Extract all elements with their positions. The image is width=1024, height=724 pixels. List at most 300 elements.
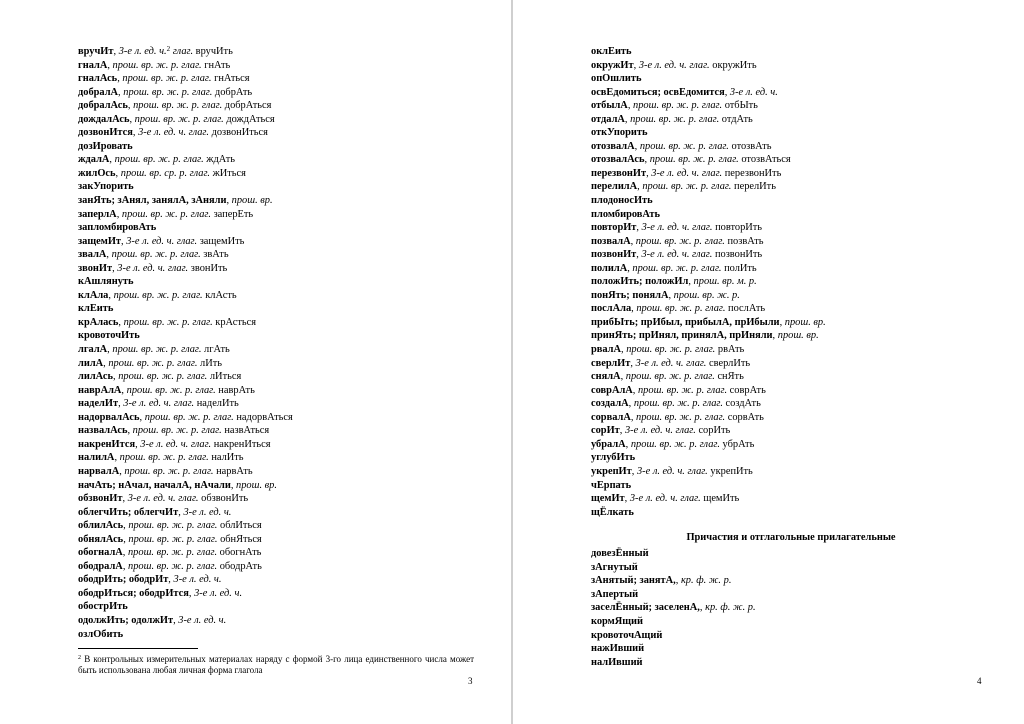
- entry-grammar-note: 3-е л. ед. ч. глаг.: [635, 357, 707, 369]
- entry-infinitive: убрАть: [722, 438, 755, 450]
- entry-grammar-note: прош. вр. ж. р. глаг.: [128, 560, 218, 572]
- entry-headword: понЯть; понялА: [591, 289, 669, 301]
- entry-grammar-note: 3-е л. ед. ч. глаг.: [641, 249, 713, 261]
- entry-headword: начАть; нАчал, началА, нАчали: [78, 479, 231, 491]
- entry-grammar-note: прош. вр. ж. р. глаг.: [121, 208, 211, 220]
- entry-line: гналАсь, прош. вр. ж. р. глаг. гнАться: [78, 73, 250, 85]
- entry-line: начАть; нАчал, началА, нАчали, прош. вр.: [78, 479, 277, 491]
- entry-line: [591, 656, 991, 670]
- entry-infinitive: щемИть: [703, 493, 740, 505]
- entry-headword: отдалА: [591, 113, 625, 125]
- entry-headword: сорИт: [591, 425, 620, 437]
- entry-line: понЯть; понялА, прош. вр. ж. р.: [591, 289, 740, 301]
- entry-grammar-note: прош. вр. ж. р. глаг.: [132, 425, 222, 437]
- entry-line: перелилА, прош. вр. ж. р. глаг. перелИть: [591, 181, 776, 193]
- entry-line: наделИт, 3-е л. ед. ч. глаг. наделИть: [78, 398, 239, 410]
- entry-grammar-note: 3-е л. ед. ч. глаг.: [117, 262, 189, 274]
- entry-line: добралАсь, прош. вр. ж. р. глаг. добрАться: [78, 100, 272, 112]
- entry-infinitive: облИться: [220, 520, 262, 532]
- entry-line: ободрИть; ободрИт, 3-е л. ед. ч.: [78, 574, 222, 586]
- section-heading: Причастия и отглагольные прилагательные: [686, 532, 896, 544]
- entry-line: жилОсь, прош. вр. ср. р. глаг. жИться: [78, 167, 246, 179]
- entry-headword: звалА: [78, 249, 107, 261]
- entry-line: [78, 221, 478, 235]
- entry-headword: облегчИть; облегчИт: [78, 506, 179, 518]
- entry-line: [591, 642, 991, 656]
- entry-infinitive: обнЯться: [220, 533, 262, 545]
- entry-headword: лилА: [78, 357, 104, 369]
- entry-infinitive: отдАть: [721, 113, 753, 125]
- entry-line: позвалА, прош. вр. ж. р. глаг. позвАть: [591, 235, 764, 247]
- entry-line: повторИт, 3-е л. ед. ч. глаг. повторИть: [591, 222, 763, 234]
- entry-headword: убралА: [591, 438, 626, 450]
- entry-infinitive: вручИть: [195, 46, 233, 57]
- entry-infinitive: отозвАть: [731, 140, 772, 152]
- footnote: [78, 654, 474, 676]
- entry-grammar-note: прош. вр. ж. р. глаг.: [134, 113, 224, 125]
- entry-infinitive: гнАться: [214, 73, 250, 85]
- entry-headword: закУпорить: [78, 181, 134, 193]
- entry-infinitive: налИть: [211, 452, 244, 464]
- entry-grammar-note: прош. вр. ж. р. глаг.: [630, 113, 720, 125]
- entry-line: позвонИт, 3-е л. ед. ч. глаг. позвонИть: [591, 249, 763, 261]
- entry-headword: перезвонИт: [591, 167, 647, 179]
- entry-infinitive: сорИть: [698, 425, 731, 437]
- entry-line: соврАлА, прош. вр. ж. р. глаг. соврАть: [591, 384, 766, 396]
- entry-grammar-note: 3-е л. ед. ч. глаг.: [636, 465, 708, 477]
- entry-grammar-note: прош. вр. м. р.: [693, 276, 757, 288]
- entry-infinitive: укрепИть: [710, 465, 753, 477]
- entry-line: дозвонИтся, 3-е л. ед. ч. глаг. дозвонИться: [78, 127, 268, 139]
- entry-line: звонИт, 3-е л. ед. ч. глаг. звонИть: [78, 262, 228, 274]
- entry-headword: нажИвший: [591, 643, 645, 655]
- entry-headword: окружИт: [591, 59, 634, 71]
- entry-line: наврАлА, прош. вр. ж. р. глаг. наврАть: [78, 384, 255, 396]
- entry-line: отбылА, прош. вр. ж. р. глаг. отбЫть: [591, 100, 758, 112]
- entry-headword: одолжИть; одолжИт: [78, 614, 174, 626]
- entry-line: [591, 72, 991, 86]
- entry-infinitive: нарвАть: [216, 465, 253, 477]
- entry-headword: принЯть; прИнял, принялА, прИняли: [591, 330, 773, 342]
- entry-headword: опОшлить: [591, 73, 642, 85]
- entry-headword: кровоточИть: [78, 330, 140, 342]
- entry-infinitive: надорвАться: [236, 411, 293, 423]
- entry-headword: ободрИть; ободрИт: [78, 574, 169, 586]
- entry-headword: позвонИт: [591, 249, 637, 261]
- entry-grammar-note: прош. вр. ж. р. глаг.: [112, 344, 202, 356]
- entry-grammar-note: прош. вр. ж. р. глаг.: [626, 344, 716, 356]
- entry-grammar-note: прош. вр. ж. р. глаг.: [122, 73, 212, 85]
- entry-line: [591, 588, 991, 602]
- entry-headword: послАла: [591, 303, 632, 315]
- entry-infinitive: обогнАть: [219, 547, 262, 559]
- entry-headword: довезЁнный: [591, 548, 649, 560]
- entry-grammar-note: 3-е л. ед. ч.: [183, 506, 232, 518]
- entry-grammar-note: прош. вр. ж. р. глаг.: [642, 181, 732, 193]
- entry-grammar-note: 3-е л. ед. ч.: [118, 46, 167, 57]
- entry-line: укрепИт, 3-е л. ед. ч. глаг. укрепИть: [591, 465, 753, 477]
- entry-headword: заперлА: [78, 208, 117, 220]
- entry-headword: сверлИт: [591, 357, 631, 369]
- entry-line: ждалА, прош. вр. ж. р. глаг. ждАть: [78, 154, 236, 166]
- entry-headword: ждалА: [78, 154, 110, 166]
- entry-headword: накренИтся: [78, 438, 136, 450]
- entry-headword: укрепИт: [591, 465, 632, 477]
- footnote-rule: [78, 648, 198, 649]
- entry-grammar-note: прош. вр. ж. р. глаг.: [636, 303, 726, 315]
- entry-line: ободралА, прош. вр. ж. р. глаг. ободрАть: [78, 560, 262, 572]
- entry-headword: дождалАсь: [78, 113, 130, 125]
- entry-line: рвалА, прош. вр. ж. р. глаг. рвАть: [591, 344, 745, 356]
- entry-infinitive: добрАться: [224, 100, 272, 112]
- entry-line: сорИт, 3-е л. ед. ч. глаг. сорИть: [591, 425, 731, 437]
- entry-headword: зАпертый: [591, 588, 639, 600]
- entry-infinitive: гнАть: [204, 59, 231, 71]
- entry-headword: создалА: [591, 398, 629, 410]
- entry-infinitive: защемИть: [199, 235, 245, 247]
- entry-grammar-note: прош. вр. ж. р. глаг.: [126, 384, 216, 396]
- entry-headword: добралАсь: [78, 100, 128, 112]
- entry-line: [78, 628, 478, 642]
- entry-line: [78, 329, 478, 343]
- entry-headword: зАгнутый: [591, 561, 638, 573]
- entry-line: облилАсь, прош. вр. ж. р. глаг. облИться: [78, 520, 262, 532]
- entry-line: отозвалА, прош. вр. ж. р. глаг. отозвАть: [591, 140, 772, 152]
- entry-line: [591, 208, 991, 222]
- entry-headword: кАшлянуть: [78, 276, 134, 288]
- entry-line: лилА, прош. вр. ж. р. глаг. лИть: [78, 357, 222, 369]
- entry-headword: клАла: [78, 289, 109, 301]
- entry-line: клАла, прош. вр. ж. р. глаг. клАсть: [78, 289, 237, 301]
- entry-headword: прибЫть; прИбыл, прибылА, прИбыли: [591, 316, 780, 328]
- entry-line: сверлИт, 3-е л. ед. ч. глаг. сверлИть: [591, 357, 751, 369]
- entry-infinitive: звонИть: [190, 262, 228, 274]
- entry-headword: обнялАсь: [78, 533, 124, 545]
- entry-line: обнялАсь, прош. вр. ж. р. глаг. обнЯться: [78, 533, 262, 545]
- entry-line: [591, 194, 991, 208]
- footnote-text: В контрольных измерительных материалах наряду с формой 3-го лица единственного числа может быть использована любая личная форма глагола: [78, 654, 475, 675]
- entry-infinitive: окружИть: [712, 59, 757, 71]
- entry-line: [591, 506, 991, 520]
- entry-grammar-note: прош. вр. ж. р. глаг.: [112, 59, 202, 71]
- entry-line: [78, 302, 478, 316]
- entry-grammar-note: прош. вр. ж. р. глаг.: [108, 357, 198, 369]
- entry-infinitive: сверлИть: [709, 357, 751, 369]
- entry-grammar-note: 3-е л. ед. ч. глаг.: [638, 59, 710, 71]
- footnote-ref: 2: [166, 45, 171, 53]
- entry-line: вручИт, 3-е л. ед. ч.$^2$ глаг. вручИть: [78, 45, 233, 57]
- entry-headword: перелилА: [591, 181, 638, 193]
- entry-infinitive: накренИться: [213, 438, 271, 450]
- entry-headword: повторИт: [591, 222, 637, 234]
- entry-grammar-note: прош. вр. ж. р. глаг.: [128, 533, 218, 545]
- entry-grammar-note: кр. ф. ж. р.: [680, 575, 732, 587]
- entry-headword: вручИт: [78, 46, 114, 57]
- entry-infinitive: перелИть: [734, 181, 776, 193]
- entry-headword: положИть; положИл: [591, 276, 689, 288]
- entry-line: послАла, прош. вр. ж. р. глаг. послАть: [591, 303, 766, 315]
- entry-line: назвалАсь, прош. вр. ж. р. глаг. назвАться: [78, 425, 270, 437]
- entry-grammar-note: 3-е л. ед. ч. глаг.: [123, 398, 195, 410]
- right-word-list: [591, 45, 991, 519]
- entry-infinitive: добрАть: [214, 86, 253, 98]
- entry-line: [591, 547, 991, 561]
- entry-headword: защемИт: [78, 235, 122, 247]
- entry-headword: откУпорить: [591, 127, 648, 139]
- entry-headword: кровоточАщий: [591, 629, 663, 641]
- entry-line: лилАсь, прош. вр. ж. р. глаг. лИться: [78, 371, 242, 383]
- entry-headword: наделИт: [78, 398, 119, 410]
- entry-headword: отозвалА: [591, 140, 635, 152]
- entry-grammar-note: 3-е л. ед. ч.: [729, 86, 778, 98]
- entry-line: заселЁнный; заселенА,, кр. ф. ж. р.: [591, 602, 756, 614]
- participles-list: [591, 547, 991, 669]
- entry-headword: ободрИться; ободрИтся: [78, 587, 189, 599]
- entry-headword: лилАсь: [78, 371, 113, 383]
- entry-headword: запломбировАть: [78, 222, 157, 234]
- entry-grammar-note: прош. вр. ж. р. глаг.: [630, 438, 720, 450]
- entry-headword: углубИть: [591, 452, 636, 464]
- entry-line: дождалАсь, прош. вр. ж. р. глаг. дождАться: [78, 113, 275, 125]
- entry-infinitive: ждАть: [206, 154, 236, 166]
- entry-line: прибЫть; прИбыл, прибылА, прИбыли, прош. вр.: [591, 316, 826, 328]
- right-page: [513, 0, 1024, 724]
- entry-line: обогналА, прош. вр. ж. р. глаг. обогнАть: [78, 547, 262, 559]
- entry-grammar-note: 3-е л. ед. ч.: [178, 614, 227, 626]
- entry-line: [591, 561, 991, 575]
- entry-headword: оклЕить: [591, 46, 632, 57]
- entry-line: [78, 275, 478, 289]
- entry-infinitive: дозвонИться: [211, 127, 268, 139]
- entry-line: окружИт, 3-е л. ед. ч. глаг. окружИть: [591, 59, 757, 71]
- entry-infinitive: обзвонИть: [201, 493, 249, 505]
- entry-line: защемИт, 3-е л. ед. ч. глаг. защемИть: [78, 235, 245, 247]
- entry-infinitive: ободрАть: [219, 560, 262, 572]
- entry-infinitive: лИть: [200, 357, 222, 369]
- entry-line: одолжИть; одолжИт, 3-е л. ед. ч.: [78, 614, 227, 626]
- entry-headword: зАнятый; занятА,: [591, 575, 676, 587]
- entry-line: накренИтся, 3-е л. ед. ч. глаг. накренИться: [78, 438, 271, 450]
- entry-infinitive: рвАть: [717, 344, 745, 356]
- entry-grammar-note: прош. вр. ж. р.: [673, 289, 740, 301]
- entry-headword: дозвонИтся: [78, 127, 133, 139]
- entry-grammar-note: 3-е л. ед. ч. глаг.: [651, 167, 723, 179]
- entry-infinitive: наделИть: [196, 398, 239, 410]
- entry-headword: налИвший: [591, 656, 643, 668]
- entry-line: занЯть; зАнял, занялА, зАняли, прош. вр.: [78, 195, 273, 207]
- entry-headword: жилОсь: [78, 167, 116, 179]
- entry-grammar-note: прош. вр. ж. р. глаг.: [133, 100, 223, 112]
- entry-line: полилА, прош. вр. ж. р. глаг. полИть: [591, 262, 757, 274]
- entry-infinitive: назвАться: [224, 425, 270, 437]
- entry-line: [78, 140, 478, 154]
- entry-headword: плодоносИть: [591, 195, 653, 207]
- entry-grammar-note: кр. ф. ж. р.: [705, 602, 756, 614]
- entry-grammar-note: прош. вр. ж. р. глаг.: [111, 249, 201, 261]
- entry-grammar-note: 3-е л. ед. ч. глаг.: [641, 222, 713, 234]
- entry-headword: добралА: [78, 86, 119, 98]
- left-word-list: [78, 45, 478, 641]
- entry-headword: полилА: [591, 262, 628, 274]
- entry-grammar-note: прош. вр.: [236, 479, 277, 491]
- entry-grammar-note: 3-е л. ед. ч. глаг.: [127, 493, 199, 505]
- entry-infinitive: соврАть: [729, 384, 766, 396]
- entry-infinitive: клАсть: [205, 289, 237, 301]
- entry-grammar-note: 3-е л. ед. ч. глаг.: [140, 438, 212, 450]
- entry-headword: надорвалАсь: [78, 411, 140, 423]
- entry-infinitive: послАть: [728, 303, 766, 315]
- entry-line: [591, 629, 991, 643]
- entry-line: ободрИться; ободрИтся, 3-е л. ед. ч.: [78, 587, 243, 599]
- left-page: [0, 0, 511, 724]
- entry-infinitive: жИться: [212, 167, 246, 179]
- entry-headword: обзвонИт: [78, 493, 123, 505]
- entry-infinitive: создАть: [725, 398, 761, 410]
- entry-grammar-note: прош. вр. ж. р. глаг.: [633, 100, 723, 112]
- entry-headword: ободралА: [78, 560, 123, 572]
- entry-headword: назвалАсь: [78, 425, 128, 437]
- entry-grammar-note: прош. вр. ж. р. глаг.: [637, 384, 728, 396]
- entry-grammar-note: прош. вр. ж. р. глаг.: [113, 289, 203, 301]
- entry-headword: снялА: [591, 371, 621, 383]
- entry-line: [591, 479, 991, 493]
- entry-grammar-note: глаг.: [172, 46, 194, 57]
- page-number: 4: [977, 676, 982, 686]
- entry-line: добралА, прош. вр. ж. р. глаг. добрАть: [78, 86, 253, 98]
- entry-grammar-note: 3-е л. ед. ч. глаг.: [126, 235, 198, 247]
- entry-line: отдалА, прош. вр. ж. р. глаг. отдАть: [591, 113, 753, 125]
- entry-grammar-note: прош. вр. ж. р. глаг.: [625, 371, 715, 383]
- entry-infinitive: позвАть: [727, 235, 764, 247]
- entry-headword: обогналА: [78, 547, 123, 559]
- entry-grammar-note: 3-е л. ед. ч. глаг.: [629, 493, 701, 505]
- entry-headword: сорвалА: [591, 411, 631, 423]
- page-number: 3: [468, 676, 473, 686]
- entry-headword: отбылА: [591, 100, 628, 112]
- entry-line: зАнятый; занятА,, кр. ф. ж. р.: [591, 575, 732, 587]
- entry-grammar-note: прош. вр. ж. р. глаг.: [124, 465, 214, 477]
- entry-headword: нарвалА: [78, 465, 120, 477]
- entry-line: отозвалАсь, прош. вр. ж. р. глаг. отозвАться: [591, 154, 791, 166]
- entry-grammar-note: прош. вр. ж. р. глаг.: [119, 452, 209, 464]
- entry-headword: гналАсь: [78, 73, 118, 85]
- entry-headword: соврАлА: [591, 384, 633, 396]
- entry-headword: обострИть: [78, 601, 128, 613]
- entry-headword: пломбировАть: [591, 208, 660, 220]
- entry-infinitive: снЯть: [717, 371, 744, 383]
- entry-headword: чЕрпать: [591, 479, 632, 491]
- entry-line: облегчИть; облегчИт, 3-е л. ед. ч.: [78, 506, 232, 518]
- entry-grammar-note: 3-е л. ед. ч.: [194, 587, 243, 599]
- entry-line: положИть; положИл, прош. вр. м. р.: [591, 276, 757, 288]
- entry-line: [591, 615, 991, 629]
- entry-grammar-note: прош. вр.: [777, 330, 819, 342]
- entry-infinitive: лИться: [209, 371, 242, 383]
- entry-line: снялА, прош. вр. ж. р. глаг. снЯть: [591, 371, 744, 383]
- entry-infinitive: полИть: [724, 262, 757, 274]
- entry-line: звалА, прош. вр. ж. р. глаг. звАть: [78, 249, 229, 261]
- entry-grammar-note: прош. вр.: [231, 195, 273, 207]
- entry-headword: озлОбить: [78, 628, 124, 640]
- entry-headword: отозвалАсь: [591, 154, 645, 166]
- entry-line: [591, 126, 991, 140]
- entry-headword: кормЯщий: [591, 615, 643, 627]
- entry-headword: позвалА: [591, 235, 631, 247]
- entry-grammar-note: прош. вр.: [784, 316, 826, 328]
- entry-line: [591, 45, 991, 59]
- entry-grammar-note: 3-е л. ед. ч. глаг.: [624, 425, 696, 437]
- entry-infinitive: позвонИть: [714, 249, 763, 261]
- entry-infinitive: дождАться: [226, 113, 275, 125]
- entry-grammar-note: прош. вр. ж. р. глаг.: [635, 235, 725, 247]
- entry-headword: звонИт: [78, 262, 113, 274]
- entry-headword: крАлась: [78, 316, 119, 328]
- entry-line: убралА, прош. вр. ж. р. глаг. убрАть: [591, 438, 755, 450]
- entry-line: надорвалАсь, прош. вр. ж. р. глаг. надорвАться: [78, 411, 293, 423]
- entry-infinitive: сорвАть: [727, 411, 764, 423]
- entry-grammar-note: прош. вр. ж. р. глаг.: [127, 547, 218, 559]
- entry-headword: щемИт: [591, 493, 625, 505]
- entry-headword: рвалА: [591, 344, 622, 356]
- entry-line: лгалА, прош. вр. ж. р. глаг. лгАть: [78, 344, 230, 356]
- entry-headword: дозИровать: [78, 140, 133, 152]
- entry-line: нарвалА, прош. вр. ж. р. глаг. нарвАть: [78, 465, 253, 477]
- entry-headword: лгалА: [78, 344, 108, 356]
- entry-infinitive: лгАть: [204, 344, 230, 356]
- entry-headword: гналА: [78, 59, 108, 71]
- entry-headword: щЁлкать: [591, 506, 634, 518]
- entry-grammar-note: прош. вр. ж. р. глаг.: [123, 316, 213, 328]
- entry-line: [78, 600, 478, 614]
- entry-grammar-note: прош. вр. ж. р. глаг.: [123, 86, 213, 98]
- entry-grammar-note: прош. вр. ж. р. глаг.: [128, 520, 218, 532]
- entry-line: принЯть; прИнял, принялА, прИняли, прош. вр.: [591, 330, 819, 342]
- entry-grammar-note: прош. вр. ж. р. глаг.: [144, 411, 234, 423]
- entry-line: заперлА, прош. вр. ж. р. глаг. заперЕть: [78, 208, 254, 220]
- entry-grammar-note: прош. вр. ж. р. глаг.: [632, 262, 722, 274]
- entry-grammar-note: прош. вр. ж. р. глаг.: [633, 398, 723, 410]
- entry-headword: налилА: [78, 452, 115, 464]
- footnote-mark: 2: [78, 655, 81, 661]
- entry-grammar-note: прош. вр. ж. р. глаг.: [118, 371, 208, 383]
- entry-infinitive: отозвАться: [741, 154, 791, 166]
- entry-infinitive: звАть: [203, 249, 229, 261]
- entry-headword: клЕить: [78, 303, 114, 315]
- entry-line: гналА, прош. вр. ж. р. глаг. гнАть: [78, 59, 231, 71]
- entry-grammar-note: прош. вр. ж. р. глаг.: [636, 411, 726, 423]
- entry-grammar-note: прош. вр. ж. р. глаг.: [639, 140, 729, 152]
- entry-line: крАлась, прош. вр. ж. р. глаг. крАсться: [78, 316, 257, 328]
- entry-infinitive: перезвонИть: [724, 167, 782, 179]
- entry-infinitive: заперЕть: [213, 208, 254, 220]
- entry-line: перезвонИт, 3-е л. ед. ч. глаг. перезвонИть: [591, 167, 782, 179]
- entry-infinitive: крАсться: [215, 316, 257, 328]
- entry-infinitive: наврАть: [218, 384, 255, 396]
- entry-line: сорвалА, прош. вр. ж. р. глаг. сорвАть: [591, 411, 764, 423]
- entry-line: освЕдомиться; освЕдомится, 3-е л. ед. ч.: [591, 86, 778, 98]
- entry-grammar-note: прош. вр. ж. р. глаг.: [114, 154, 204, 166]
- entry-line: [591, 451, 991, 465]
- entry-grammar-note: 3-е л. ед. ч. глаг.: [138, 127, 209, 139]
- entry-headword: занЯть; зАнял, занялА, зАняли: [78, 195, 227, 207]
- entry-grammar-note: прош. вр. ж. р. глаг.: [649, 154, 739, 166]
- entry-grammar-note: 3-е л. ед. ч.: [173, 574, 222, 586]
- entry-headword: заселЁнный; заселенА,: [591, 602, 700, 614]
- entry-grammar-note: прош. вр. ср. р. глаг.: [120, 167, 210, 179]
- entry-headword: освЕдомиться; освЕдомится: [591, 86, 725, 98]
- entry-headword: наврАлА: [78, 384, 122, 396]
- entry-line: обзвонИт, 3-е л. ед. ч. глаг. обзвонИть: [78, 493, 249, 505]
